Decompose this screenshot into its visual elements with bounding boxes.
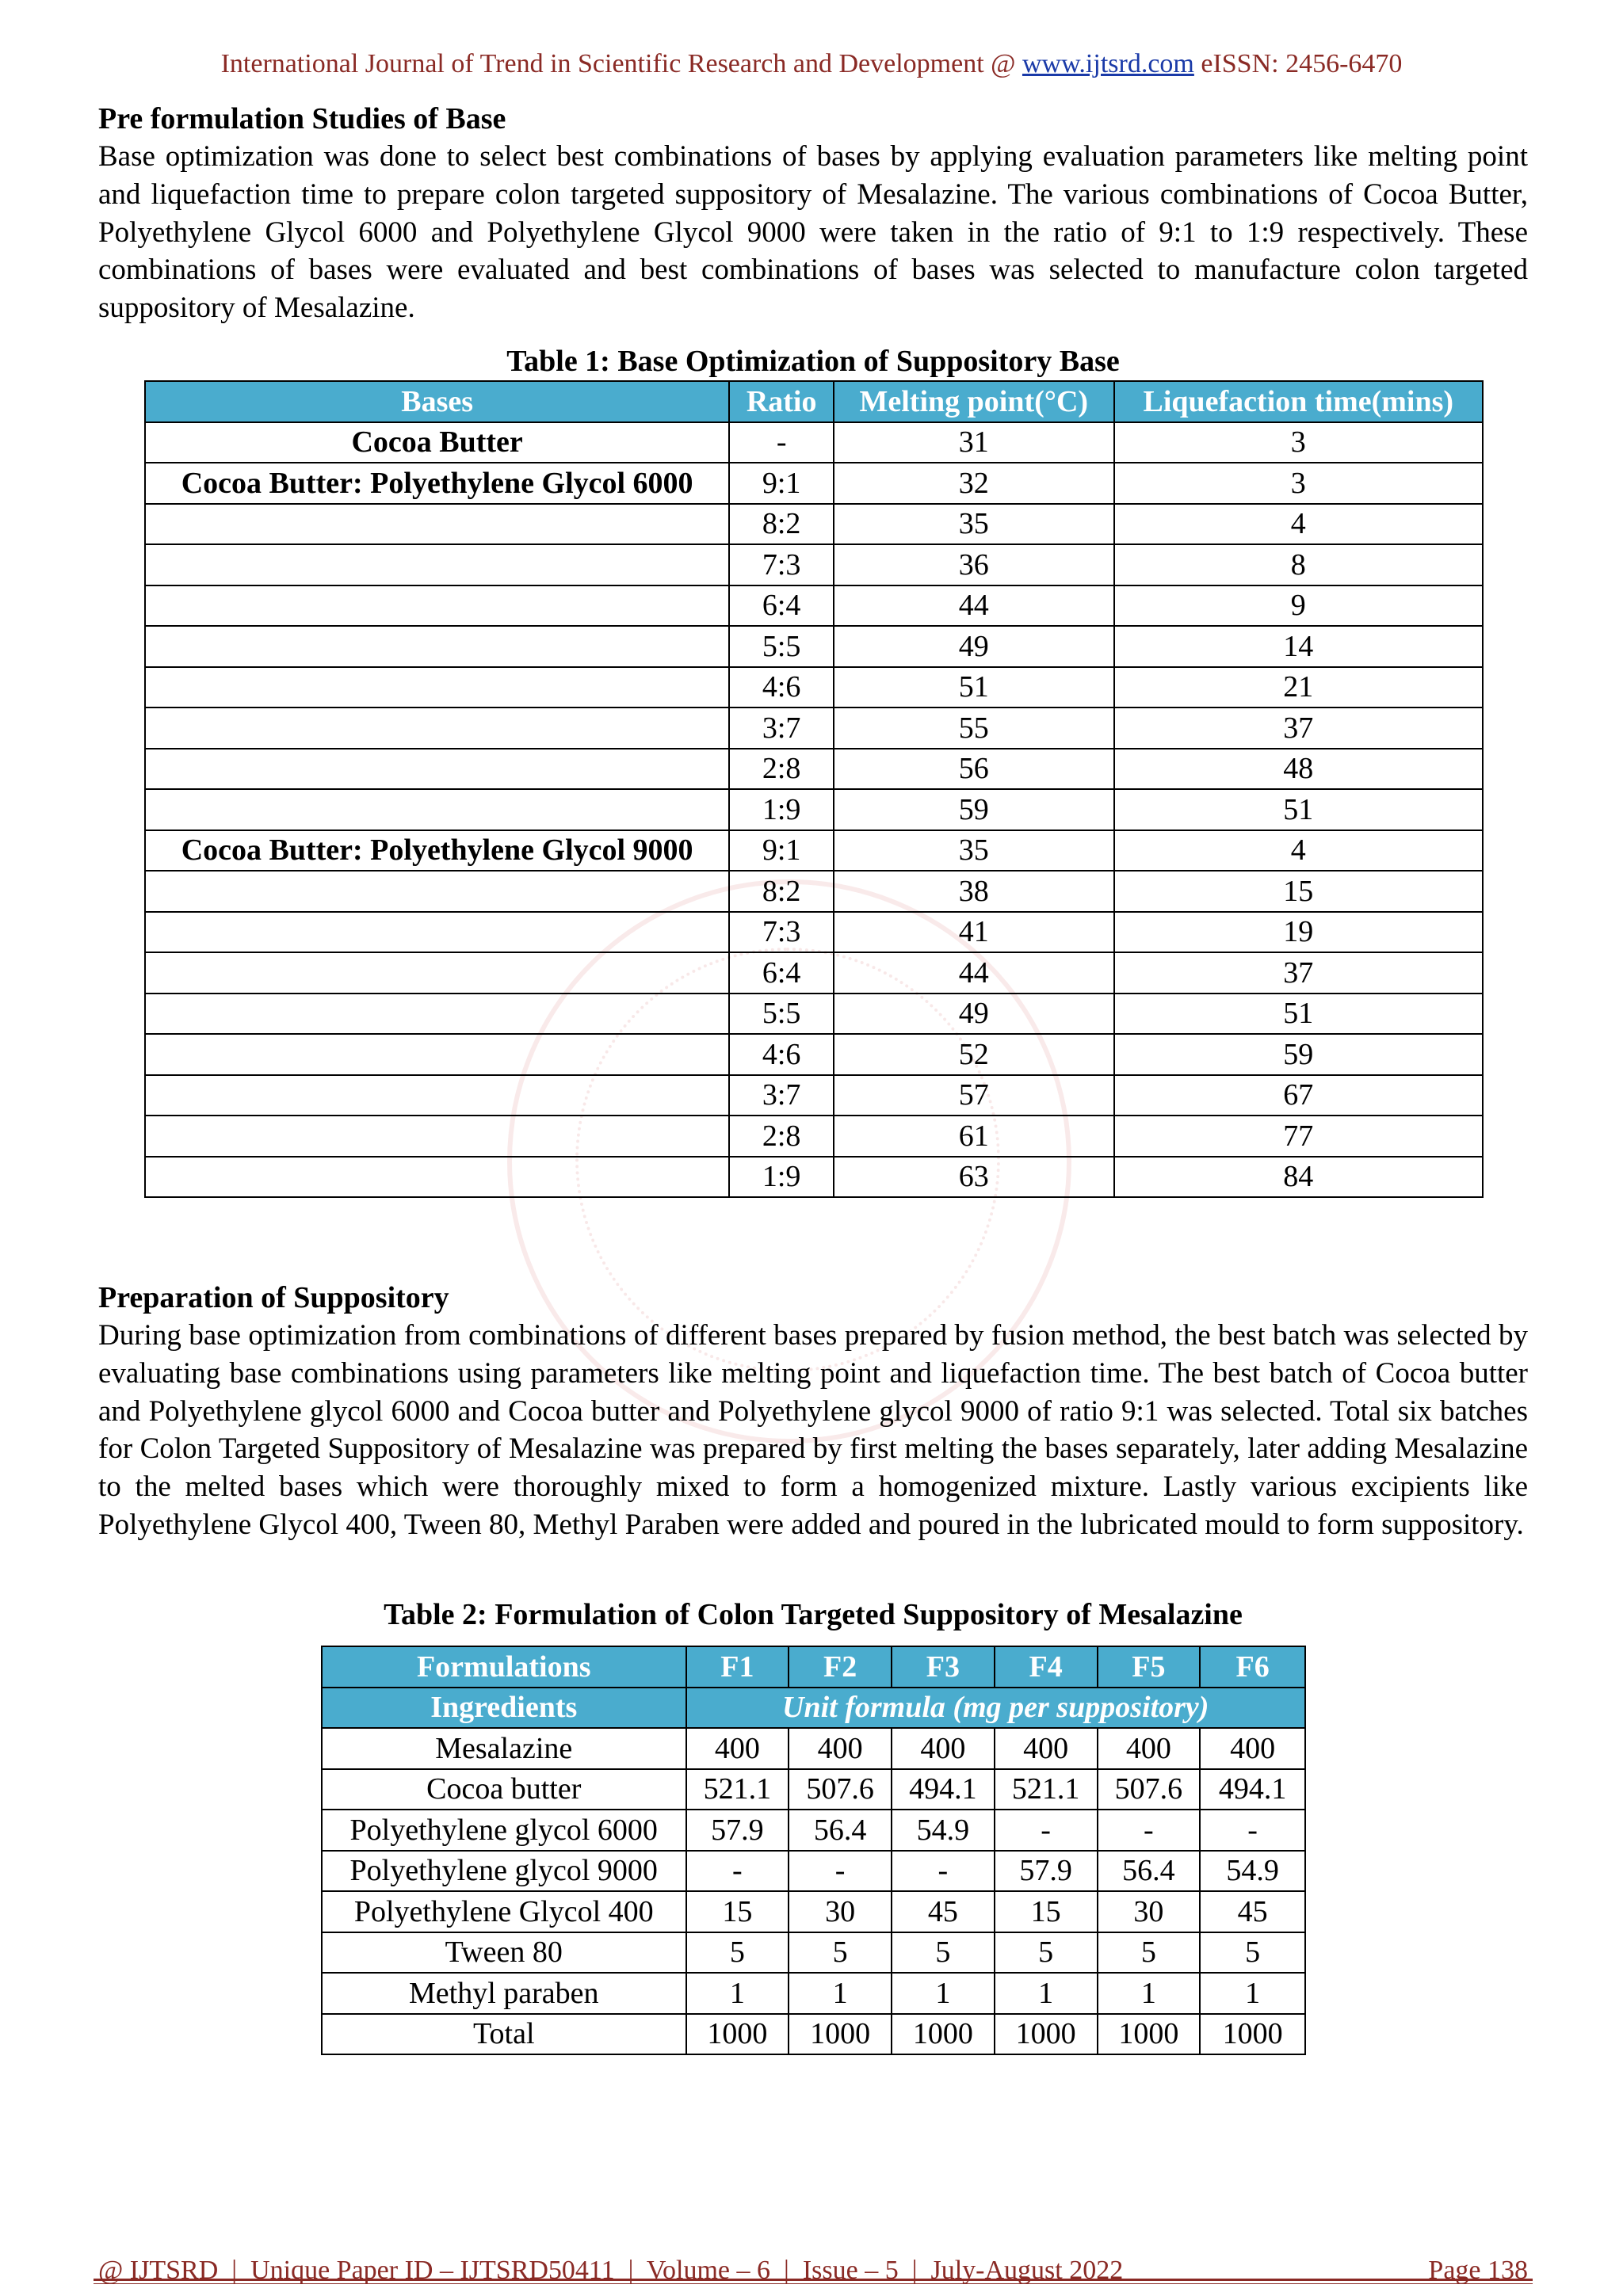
section-title: Preparation of Suppository xyxy=(98,1281,449,1314)
row-label-cell xyxy=(145,1157,729,1198)
value-cell: 56.4 xyxy=(789,1810,892,1851)
row-label-cell: Total xyxy=(322,2014,686,2055)
row-label-cell: Cocoa Butter: Polyethylene Glycol 6000 xyxy=(145,463,729,504)
table-row xyxy=(145,544,1483,585)
section-preparation xyxy=(98,1279,1528,1544)
table-row xyxy=(145,952,1483,994)
row-label-cell xyxy=(145,1034,729,1075)
value-cell: 15 xyxy=(686,1891,789,1932)
section-paragraph: During base optimization from combinations of different bases prepared by fusion method, the best batch was selected by evaluating base combinations using parameters like melting point and liquefaction time. The best batch of Cocoa butter and Polyethylene glycol 6000 and Cocoa butter and Polyethylene glycol 9000 of ratio 9:1 was selected. Total six batches for Colon Targeted Suppository of Mesalazine was prepared by first melting the bases separately, later adding Mesalazine to the melted bases which were thoroughly mixed to form a homogenized mixture. Lastly various excipients like Polyethylene Glycol 400, Tween 80, Methyl Paraben were added and poured in the lubricated mould to form suppository. xyxy=(98,1319,1528,1541)
value-cell: 30 xyxy=(1098,1891,1201,1932)
table-row xyxy=(322,1810,1305,1851)
value-cell: 45 xyxy=(892,1891,995,1932)
value-cell: 9:1 xyxy=(729,830,834,871)
value-cell: 77 xyxy=(1114,1116,1483,1157)
value-cell: 3:7 xyxy=(729,1075,834,1116)
value-cell: 51 xyxy=(1114,994,1483,1035)
row-label-cell: Cocoa butter xyxy=(322,1769,686,1810)
value-cell: 5 xyxy=(1098,1932,1201,1974)
col-header: F5 xyxy=(1098,1646,1201,1688)
value-cell: - xyxy=(1200,1810,1305,1851)
value-cell: 57.9 xyxy=(686,1810,789,1851)
value-cell: 59 xyxy=(834,789,1114,830)
table-row xyxy=(145,422,1483,463)
table2-caption: Table 2: Formulation of Colon Targeted Suppository of Mesalazine xyxy=(384,1598,1243,1631)
col-header: F4 xyxy=(995,1646,1098,1688)
table-row xyxy=(322,1851,1305,1892)
col-header: Formulations xyxy=(322,1646,686,1688)
value-cell: 45 xyxy=(1200,1891,1305,1932)
row-label-cell xyxy=(145,544,729,585)
value-cell: 35 xyxy=(834,504,1114,545)
value-cell: 55 xyxy=(834,707,1114,749)
value-cell: 52 xyxy=(834,1034,1114,1075)
col-header: F2 xyxy=(789,1646,892,1688)
value-cell: 38 xyxy=(834,871,1114,912)
value-cell: 49 xyxy=(834,626,1114,667)
table-row xyxy=(145,585,1483,627)
table1-caption: Table 1: Base Optimization of Suppository Base xyxy=(506,345,1120,378)
value-cell: - xyxy=(995,1810,1098,1851)
value-cell: 400 xyxy=(1200,1728,1305,1769)
row-label-cell xyxy=(145,1075,729,1116)
value-cell: 37 xyxy=(1114,707,1483,749)
table-row xyxy=(145,1075,1483,1116)
table-subheader-row xyxy=(322,1688,1305,1729)
value-cell: 8 xyxy=(1114,544,1483,585)
table-row xyxy=(145,707,1483,749)
value-cell: 3 xyxy=(1114,463,1483,504)
table-row xyxy=(145,667,1483,708)
value-cell: 32 xyxy=(834,463,1114,504)
value-cell: 1000 xyxy=(789,2014,892,2055)
footer-citation: @ IJTSRD | Unique Paper ID – IJTSRD50411 | Volume – 6 | Issue – 5 | July-August 2022 xyxy=(98,2256,1124,2285)
table-row xyxy=(145,871,1483,912)
value-cell: 1 xyxy=(1200,1973,1305,2014)
table-row xyxy=(145,463,1483,504)
value-cell: - xyxy=(1098,1810,1201,1851)
value-cell: 59 xyxy=(1114,1034,1483,1075)
header-suffix: eISSN: 2456-6470 xyxy=(1193,49,1403,78)
value-cell: 54.9 xyxy=(892,1810,995,1851)
value-cell: 3:7 xyxy=(729,707,834,749)
value-cell: 48 xyxy=(1114,749,1483,790)
journal-link[interactable]: www.ijtsrd.com xyxy=(1022,49,1194,78)
table-header-row xyxy=(145,381,1483,422)
col-header: Melting point(°C) xyxy=(834,381,1114,422)
row-label-cell xyxy=(145,789,729,830)
table-row xyxy=(145,912,1483,953)
value-cell: 400 xyxy=(892,1728,995,1769)
table-row xyxy=(322,1932,1305,1974)
row-label-cell: Polyethylene glycol 9000 xyxy=(322,1851,686,1892)
value-cell: 1000 xyxy=(892,2014,995,2055)
col-header: F1 xyxy=(686,1646,789,1688)
value-cell: 2:8 xyxy=(729,1116,834,1157)
table-row xyxy=(145,749,1483,790)
value-cell: 507.6 xyxy=(1098,1769,1201,1810)
value-cell: 400 xyxy=(789,1728,892,1769)
value-cell: 54.9 xyxy=(1200,1851,1305,1892)
value-cell: 7:3 xyxy=(729,544,834,585)
value-cell: 4 xyxy=(1114,830,1483,871)
page-number: Page 138 xyxy=(1428,2256,1528,2285)
row-label-cell: Polyethylene Glycol 400 xyxy=(322,1891,686,1932)
table-body xyxy=(145,422,1483,1198)
table-base-optimization xyxy=(144,380,1484,1198)
row-label-cell: Cocoa Butter: Polyethylene Glycol 9000 xyxy=(145,830,729,871)
row-label-cell xyxy=(145,749,729,790)
running-header xyxy=(0,49,1623,79)
value-cell: 4:6 xyxy=(729,1034,834,1075)
table-row xyxy=(322,2014,1305,2055)
value-cell: 51 xyxy=(1114,789,1483,830)
row-label-cell xyxy=(145,1116,729,1157)
value-cell: 57.9 xyxy=(995,1851,1098,1892)
value-cell: 1 xyxy=(686,1973,789,2014)
value-cell: 14 xyxy=(1114,626,1483,667)
value-cell: 494.1 xyxy=(892,1769,995,1810)
table-row xyxy=(145,1157,1483,1198)
col-header: Ratio xyxy=(729,381,834,422)
value-cell: 44 xyxy=(834,952,1114,994)
value-cell: 44 xyxy=(834,585,1114,627)
section-base-studies xyxy=(98,100,1528,327)
value-cell: 41 xyxy=(834,912,1114,953)
value-cell: 67 xyxy=(1114,1075,1483,1116)
value-cell: 56 xyxy=(834,749,1114,790)
row-label-cell: Methyl paraben xyxy=(322,1973,686,2014)
value-cell: 400 xyxy=(1098,1728,1201,1769)
value-cell: 521.1 xyxy=(686,1769,789,1810)
table-row xyxy=(145,994,1483,1035)
value-cell: 1 xyxy=(995,1973,1098,2014)
value-cell: 19 xyxy=(1114,912,1483,953)
value-cell: 6:4 xyxy=(729,585,834,627)
row-label-cell xyxy=(145,585,729,627)
value-cell: 21 xyxy=(1114,667,1483,708)
value-cell: 5 xyxy=(892,1932,995,1974)
value-cell: 56.4 xyxy=(1098,1851,1201,1892)
table-row xyxy=(145,830,1483,871)
value-cell: 3 xyxy=(1114,422,1483,463)
table-row xyxy=(145,504,1483,545)
value-cell: 1:9 xyxy=(729,1157,834,1198)
section-title: Pre formulation Studies of Base xyxy=(98,102,506,135)
value-cell: 5 xyxy=(1200,1932,1305,1974)
section-paragraph: Base optimization was done to select best combinations of bases by applying evaluation parameters like melting point and liquefaction time to prepare colon targeted suppository of Mesalazine. The various combinations of Cocoa Butter, Polyethylene Glycol 6000 and Polyethylene Glycol 9000 were taken in the ratio of 9:1 to 1:9 respectively. These combinations of bases were evaluated and best combinations of bases was selected to manufacture colon targeted suppository of Mesalazine. xyxy=(98,140,1528,325)
value-cell: 5 xyxy=(789,1932,892,1974)
table-row xyxy=(145,1116,1483,1157)
row-label-cell xyxy=(145,504,729,545)
value-cell: 400 xyxy=(995,1728,1098,1769)
value-cell: 51 xyxy=(834,667,1114,708)
value-cell: 57 xyxy=(834,1075,1114,1116)
value-cell: 7:3 xyxy=(729,912,834,953)
table-row xyxy=(322,1769,1305,1810)
table-row xyxy=(145,626,1483,667)
value-cell: 4 xyxy=(1114,504,1483,545)
value-cell: 63 xyxy=(834,1157,1114,1198)
row-label-cell xyxy=(145,912,729,953)
row-label-cell xyxy=(145,994,729,1035)
value-cell: 30 xyxy=(789,1891,892,1932)
table-row xyxy=(322,1891,1305,1932)
table-formulation xyxy=(321,1646,1306,2055)
row-label-cell xyxy=(145,707,729,749)
value-cell: 84 xyxy=(1114,1157,1483,1198)
row-label-cell xyxy=(145,667,729,708)
table-row xyxy=(322,1728,1305,1769)
value-cell: 35 xyxy=(834,830,1114,871)
value-cell: 9 xyxy=(1114,585,1483,627)
value-cell: 521.1 xyxy=(995,1769,1098,1810)
value-cell: 31 xyxy=(834,422,1114,463)
row-label-cell: Polyethylene glycol 6000 xyxy=(322,1810,686,1851)
value-cell: 37 xyxy=(1114,952,1483,994)
row-label-cell: Tween 80 xyxy=(322,1932,686,1974)
value-cell: 8:2 xyxy=(729,504,834,545)
value-cell: 5 xyxy=(995,1932,1098,1974)
table-row xyxy=(145,1034,1483,1075)
value-cell: 507.6 xyxy=(789,1769,892,1810)
col-header: F6 xyxy=(1200,1646,1305,1688)
page-footer xyxy=(98,2255,1528,2286)
value-cell: 36 xyxy=(834,544,1114,585)
row-label-cell xyxy=(145,952,729,994)
value-cell: 49 xyxy=(834,994,1114,1035)
value-cell: - xyxy=(686,1851,789,1892)
value-cell: 1000 xyxy=(1200,2014,1305,2055)
value-cell: 1 xyxy=(1098,1973,1201,2014)
value-cell: 15 xyxy=(1114,871,1483,912)
value-cell: 5 xyxy=(686,1932,789,1974)
row-label-cell xyxy=(145,871,729,912)
row-label-cell xyxy=(145,626,729,667)
value-cell: 15 xyxy=(995,1891,1098,1932)
value-cell: 400 xyxy=(686,1728,789,1769)
value-cell: 61 xyxy=(834,1116,1114,1157)
col-header: F3 xyxy=(892,1646,995,1688)
ingredients-header: Ingredients xyxy=(322,1688,686,1729)
value-cell: 9:1 xyxy=(729,463,834,504)
value-cell: - xyxy=(789,1851,892,1892)
value-cell: 1 xyxy=(892,1973,995,2014)
value-cell: 4:6 xyxy=(729,667,834,708)
col-header: Liquefaction time(mins) xyxy=(1114,381,1483,422)
table-row xyxy=(145,789,1483,830)
value-cell: 1000 xyxy=(686,2014,789,2055)
table-body xyxy=(322,1728,1305,2054)
value-cell: 8:2 xyxy=(729,871,834,912)
value-cell: - xyxy=(729,422,834,463)
value-cell: - xyxy=(892,1851,995,1892)
value-cell: 1:9 xyxy=(729,789,834,830)
value-cell: 5:5 xyxy=(729,994,834,1035)
unit-formula-header: Unit formula (mg per suppository) xyxy=(686,1688,1306,1729)
row-label-cell: Mesalazine xyxy=(322,1728,686,1769)
value-cell: 2:8 xyxy=(729,749,834,790)
value-cell: 494.1 xyxy=(1200,1769,1305,1810)
table-row xyxy=(322,1973,1305,2014)
value-cell: 1000 xyxy=(1098,2014,1201,2055)
row-label-cell: Cocoa Butter xyxy=(145,422,729,463)
value-cell: 1 xyxy=(789,1973,892,2014)
table-header-row xyxy=(322,1646,1305,1688)
col-header: Bases xyxy=(145,381,729,422)
value-cell: 1000 xyxy=(995,2014,1098,2055)
value-cell: 6:4 xyxy=(729,952,834,994)
value-cell: 5:5 xyxy=(729,626,834,667)
header-prefix: International Journal of Trend in Scientific Research and Development @ xyxy=(220,49,1022,78)
